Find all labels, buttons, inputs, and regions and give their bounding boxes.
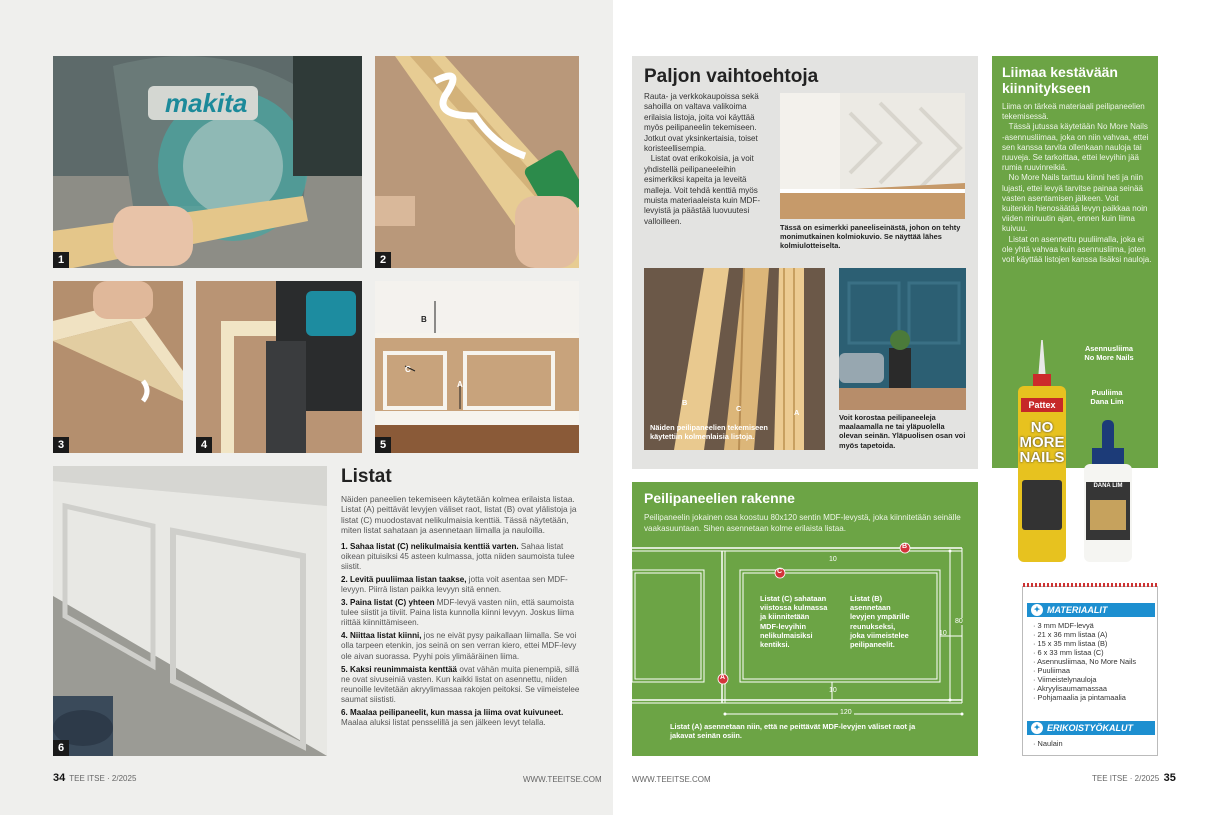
caption-blue-room: Voit korostaa peilipaneeleja maalaamalla ne tai yläpuolella olevan seinän. Yläpuolisen osan voi myös tapetoida. (839, 413, 966, 450)
listat-step: 2. Levitä puuliimaa listan taakse, jotta voit asentaa sen MDF-levyyn. Piirrä listan paikka levyyn sitä ennen. (341, 574, 568, 594)
list-item: · Viimeistelynauloja (1033, 675, 1136, 684)
svg-text:makita: makita (165, 88, 248, 118)
materials-stripe (1023, 583, 1159, 587)
list-item: · Puuliimaa (1033, 666, 1136, 675)
molding-label-a: A (794, 408, 800, 417)
listat-step: 1. Sahaa listat (C) nelikulmaisia kenttiä varten. Sahaa listat oikean pituisiksi 45 asteen kulmassa, jotta niiden saumoista tulee siistit. (341, 541, 575, 571)
dim-120: 120 (840, 709, 852, 716)
photo-number: 6 (53, 740, 69, 756)
list-item: · Asennusliimaa, No More Nails (1033, 657, 1136, 666)
photo-moldings (644, 268, 825, 450)
product-label-dana-lim: Puuliima Dana Lim (1090, 388, 1124, 406)
tools-heading: ✦ ERIKOISTYÖKALUT (1027, 721, 1155, 735)
options-body: Rauta- ja verkkokaupoissa sekä sahoilla on valtava valikoima erilaisia listoja, joita voi käyttää myös peilipaneelin tekemiseen. Jotkut ovat yksinkertaisia, toiset koristeellisempia. Listat ovat erikokoisia, ja voit yhdistellä peilipaneeleihin esimerkiksi kapeita ja leveitä malleja. Voit tehdä kenttiä myös muista materiaaleista kuin MDF-levyistä ja päästää luovuutesi valloilleen. (644, 92, 761, 226)
caption-triangle-wall: Tässä on esimerkki paneeliseinästä, johon on tehty monimutkainen kolmiokuvio. Se näyttää lähes kolmiulotteiselta. (780, 223, 961, 251)
tools-list (1033, 739, 1063, 748)
dim-10-top: 10 (829, 556, 837, 563)
glue-body: Liima on tärkeä materiaali peilipaneelien tekemisessä. Tässä jutussa käytetään No More Nails -asennusliimaa, joka on niin vahvaa, ettei sen kanssa tarvita ollenkaan nauloja tai ruuveja. Se tarkoittaa, ettei levyihin jää rumia ruuvinreikiä. No More Nails tarttuu kiinni heti ja niin lujasti, ettei levyä tarvitse painaa seinää vasten asentamisen jälkeen. Voit kuitenkin hienosäätää levyn paikkaa noin viiden minuutin ajan, ennen kuin liima kuivuu. Listat on asennettu puuliimalla, joka ei ole yhtä vahvaa kuin asennusliima, joten voit käyttää listojen kanssa lisäksi nauloja. (1002, 102, 1152, 265)
right-footer: TEE ITSE · 2/2025 35 (1092, 772, 1176, 784)
list-item: · 3 mm MDF-levyä (1033, 621, 1136, 630)
photo-number: 2 (375, 252, 391, 268)
dim-80: 80 (955, 618, 963, 625)
note-listat-b: Listat (B) asennetaan levyjen ympärille reunukseksi, joka viimeistelee peilipaneelit. (850, 594, 910, 650)
figure-label-b: B (421, 315, 427, 324)
product-label-no-more-nails: Asennusliima No More Nails (1084, 344, 1134, 362)
dim-10-right: 10 (939, 630, 947, 637)
figure-label-c: C (405, 365, 411, 374)
diagram-label-b: B (902, 543, 908, 550)
materials-heading: ✦ MATERIAALIT (1027, 603, 1155, 617)
photo-number: 3 (53, 437, 69, 453)
list-item: · 6 x 33 mm listaa (C) (1033, 648, 1136, 657)
photo-panel-wall (375, 281, 579, 453)
listat-title: Listat (341, 466, 392, 487)
note-listat-a: Listat (A) asennetaan niin, että ne peittävät MDF-levyjen väliset raot ja jakavat seinän osiin. (670, 722, 916, 741)
listat-step: 4. Niittaa listat kiinni, jos ne eivät pysy paikallaan liimalla. Se voi olla tarpeen etenkin, jos seinä on sen verran kiero, ettei MDF-levy ole aivan suorassa. Pyyhi pois ylimääräinen liima. (341, 631, 577, 661)
photo-number: 4 (196, 437, 212, 453)
tools-icon: ✦ (1031, 722, 1043, 734)
page-number: 34 (53, 772, 66, 784)
molding-label-c: C (736, 404, 742, 413)
note-listat-c: Listat (C) sahataan viistossa kulmassa ja kiinnitetään MDF-levyihin nelikulmaisiksi kentiksi. (760, 594, 828, 650)
product-pattex-tube: Pattex NO MORE NAILS (1018, 340, 1066, 562)
photo-miter-saw (53, 56, 362, 268)
listat-article (341, 466, 581, 731)
diagram-label-c: C (777, 568, 783, 575)
structure-box (632, 482, 978, 756)
options-title: Paljon vaihtoehtoja (644, 66, 819, 87)
photo-blue-room (839, 268, 966, 410)
list-item: · Akryylisaumamassaa (1033, 684, 1136, 693)
listat-step: 5. Kaksi reunimmaista kenttää ovat vähän muita pienempiä, sillä ne ovat sivuseiniä vasten. Kun kaikki listat on asennettu, niiden reunoille levitetään akryylimassaa rakojen peitoksi. Se viimeistelee saumat siististi. (341, 664, 580, 704)
listat-intro: Näiden paneelien tekemiseen käytetään kolmea erilaista listaa. Listat (A) peittävät levyjen väliset raot, listat (B) ovat ylälistoja ja listat (C) muodostavat nelikulmaisia kenttiä. Tässä näytetään, miten listat sahataan ja asennetaan liimalla ja nauloilla. (341, 494, 577, 536)
list-item: · Pohjamaalia ja pintamaalia (1033, 693, 1136, 702)
list-item: · 15 x 35 mm listaa (B) (1033, 639, 1136, 648)
photo-triangle-panel-wall (780, 93, 965, 219)
left-footer: 34 TEE ITSE · 2/2025 (53, 772, 137, 784)
list-item: · Naulain (1033, 739, 1063, 748)
molding-label-b: B (682, 398, 688, 407)
figure-label-a: A (457, 380, 463, 389)
materials-icon: ✦ (1031, 604, 1043, 616)
structure-title: Peilipaneelien rakenne (644, 490, 795, 506)
diagram-label-a: A (720, 674, 726, 681)
dim-10-bottom: 10 (829, 687, 837, 694)
structure-body: Peilipaneelin jokainen osa koostuu 80x120 sentin MDF-levystä, joka kiinnitetään seinälle vaakasuuntaan. Sihen asennetaan kolme erilaista listaa. (644, 513, 961, 533)
materials-list (1033, 621, 1136, 702)
listat-step: 3. Paina listat (C) yhteen MDF-levyä vasten niin, että saumoista tulee siistit ja tiiviit. Paina lista kunnolla kiinni levyyn. Joskus liima riittää kiinnittämiseen. (341, 598, 575, 628)
photo-press-corner (53, 281, 183, 453)
caption-moldings: Näiden peilipaneelien tekemiseen käytettiin kolmenlaisia listoja. (650, 423, 768, 442)
photo-number: 5 (375, 437, 391, 453)
photo-number: 1 (53, 252, 69, 268)
right-footer-url: WWW.TEEITSE.COM (632, 775, 711, 784)
photo-glue-molding (375, 56, 579, 268)
page-number: 35 (1163, 772, 1176, 784)
photo-painted-panels (53, 466, 327, 756)
options-box (632, 56, 978, 469)
glue-box (992, 56, 1158, 468)
list-item: · 21 x 36 mm listaa (A) (1033, 630, 1136, 639)
materials-box (1022, 586, 1158, 756)
left-footer-url: WWW.TEEITSE.COM (523, 775, 602, 784)
listat-step: 6. Maalaa peilipaneelit, kun massa ja liima ovat kuivuneet. Maalaa aluksi listat pensselillä ja sen jälkeen levyt telalla. (341, 708, 564, 728)
photo-nail-gun (196, 281, 362, 453)
product-dana-lim-bottle: DANA LIM (1082, 420, 1134, 562)
glue-title: Liimaa kestävään kiinnitykseen (1002, 64, 1118, 96)
